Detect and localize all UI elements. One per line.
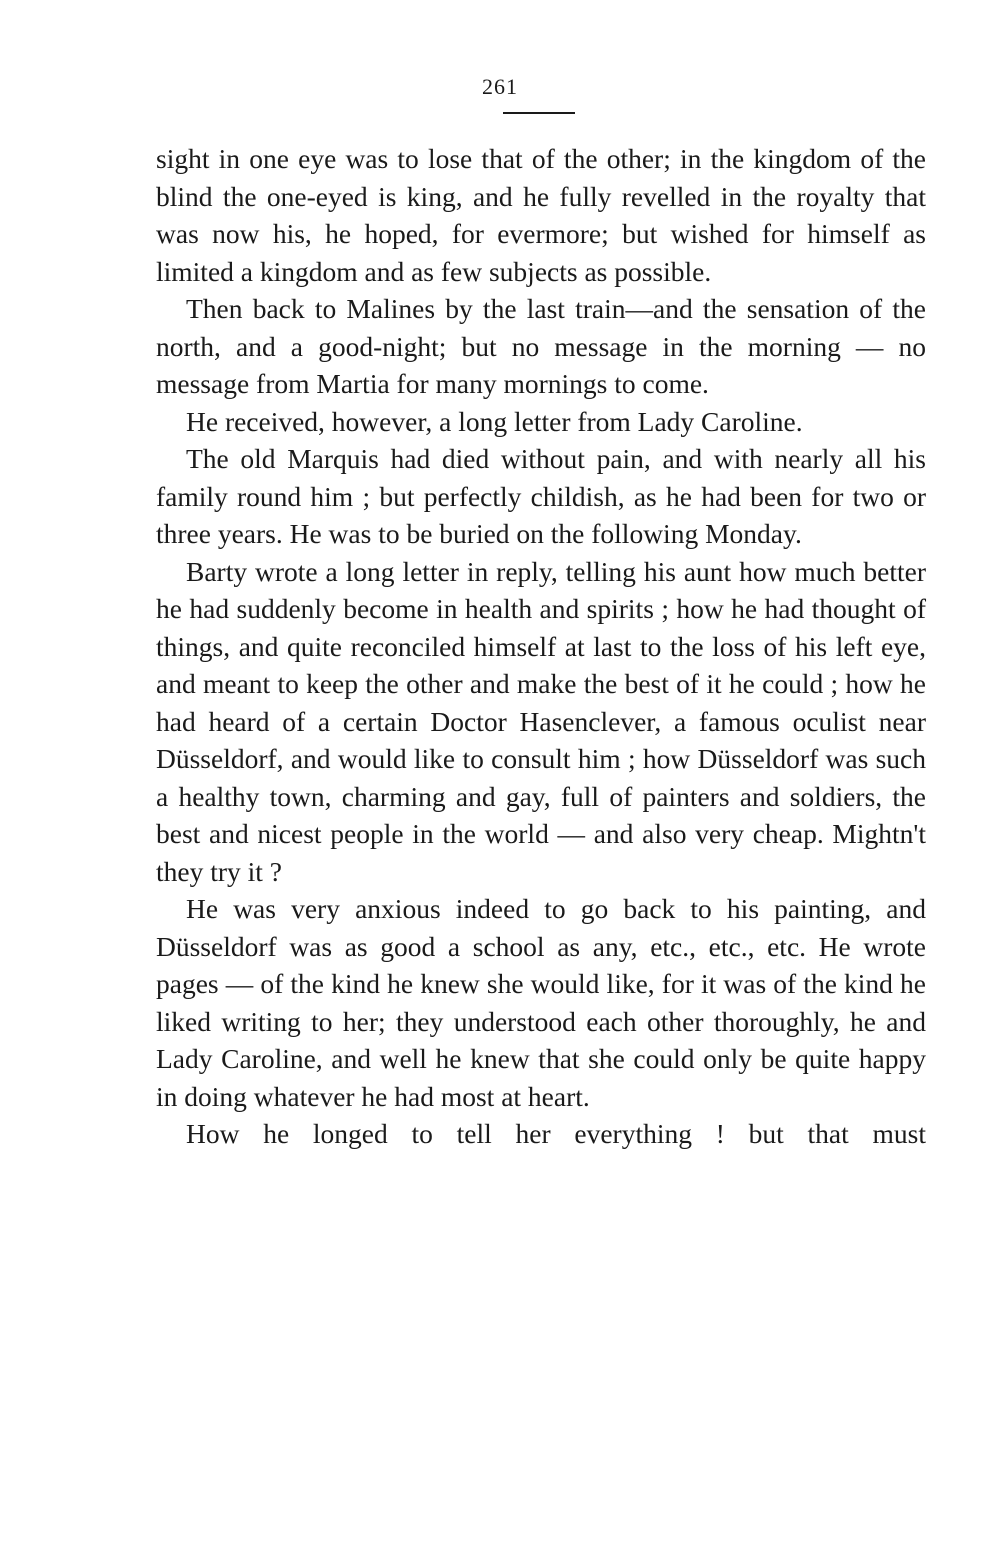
- paragraph-7: How he longed to tell her everything ! but that must: [186, 1118, 926, 1149]
- paragraph-2: Then back to Malines by the last train—and the sensation of the north, and a good-night; but no message in the morning — no message from Martia for many mornings to come.: [156, 293, 926, 399]
- paragraph-5: Barty wrote a long letter in reply, telling his aunt how much better he had suddenly become in health and spirits ; how he had thought of things, and quite reconciled himself at last to the loss of his left eye, and meant to keep the other and make the best of it he could ; how he had heard of a certain Doctor Hasenclever, a famous oculist near Düsseldorf, and would like to consult him ; how Düsseldorf was such a healthy town, charming and gay, full of painters and soldiers, the best and nicest people in the world — and also very cheap. Mightn't they try it ?: [156, 555, 926, 887]
- header-rule: [503, 112, 575, 114]
- paragraph-1: sight in one eye was to lose that of the other; in the kingdom of the blind the one-eyed is king, and he fully revelled in the royalty that was now his, he hoped, for evermore; but wished for himself as limited a kingdom and as few subjects as possible.: [156, 143, 926, 287]
- body-text: [156, 140, 926, 1153]
- paragraph-4: The old Marquis had died without pain, and with nearly all his family round him ; but perfectly childish, as he had been for two or three years. He was to be buried on the following Monday.: [156, 443, 926, 549]
- paragraph-3: He received, however, a long letter from Lady Caroline.: [186, 405, 803, 437]
- page-number: 261: [482, 74, 518, 99]
- paragraph-6: He was very anxious indeed to go back to his painting, and Düsseldorf was as good a school as any, etc., etc., etc. He wrote pages — of the kind he knew she would like, for it was of the kind he liked writing to her; they understood each other thoroughly, he and Lady Caroline, and well he knew that she could only be quite happy in doing whatever he had most at heart.: [156, 893, 926, 1112]
